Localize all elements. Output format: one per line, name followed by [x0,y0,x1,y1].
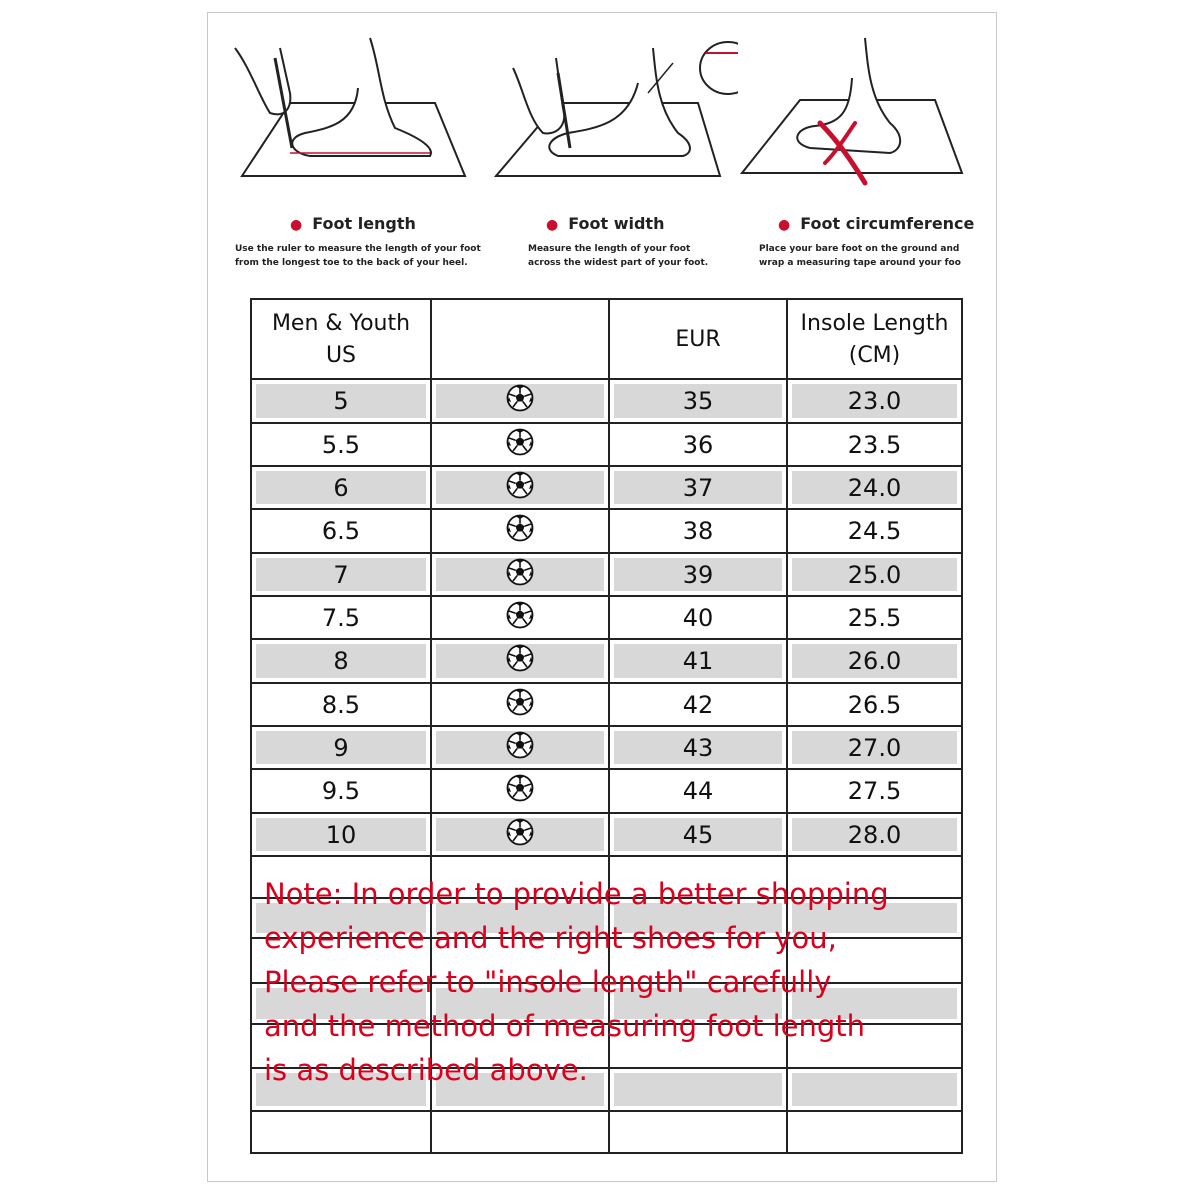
desc-line: Measure the length of your foot [528,244,691,254]
cell-us: 10 [256,818,426,851]
cell-eur: 35 [614,384,782,418]
table-row [252,768,961,812]
guide-desc-foot-width [528,242,708,270]
guide-title: Foot width [568,214,665,233]
foot-circumference-illustration [740,28,970,193]
bullet-icon: ● [778,217,791,233]
cell-icon [436,514,604,548]
cell-eur: 37 [614,471,782,504]
note-line: is as described above. [264,1053,588,1087]
cell-icon [436,688,604,721]
cell-us: 6 [256,471,426,504]
cell-eur: 40 [682,603,714,632]
cell-insole-cm: 23.5 [847,430,902,459]
header-eur: EUR [675,327,721,352]
table-row [252,682,961,725]
cell-insole-cm: 27.0 [792,731,957,764]
desc-line: Use the ruler to measure the length of your foot [235,244,481,254]
cell-us: 7.5 [321,603,361,632]
soccer-ball-icon [506,428,534,462]
header-insole [788,300,961,380]
cell-us: 6.5 [321,517,361,545]
table-row [252,422,961,465]
header-text: Men & Youth [271,311,411,336]
guide-heading-foot-width [546,214,664,233]
table-row [252,595,961,638]
header-text: Insole Length [800,311,949,336]
cell-us: 8 [256,644,426,678]
table-row [252,378,961,422]
header-col2 [432,300,608,380]
empty-cell [614,1116,782,1148]
soccer-ball-icon [506,818,534,852]
cell-icon [436,428,604,461]
cell-insole-cm: 26.0 [792,644,957,678]
desc-line: wrap a measuring tape around your foo [759,258,961,268]
cell-insole-cm: 24.0 [792,471,957,504]
header-text: (CM) [848,343,901,368]
desc-line: across the widest part of your foot. [528,258,709,268]
table-row [252,465,961,508]
table-row [252,508,961,552]
cell-eur: 44 [682,777,714,805]
soccer-ball-icon [506,688,534,722]
header-text: US [325,343,357,368]
cell-eur: 38 [682,517,714,545]
cell-insole-cm: 25.5 [847,603,902,632]
guide-title: Foot circumference [800,214,975,233]
cell-eur: 42 [682,690,714,719]
note-line: Note: In order to provide a better shopping [264,877,889,911]
empty-table-row [252,1110,961,1152]
cell-eur: 39 [614,558,782,591]
cell-icon [436,384,604,418]
soccer-ball-icon [506,731,534,765]
note-line: and the method of measuring foot length [264,1009,866,1043]
cell-icon [436,644,604,678]
note-line: experience and the right shoes for you, [264,921,837,955]
cell-us: 9 [256,731,426,764]
table-row [252,638,961,682]
red-note [264,872,889,1092]
cell-us: 7 [256,558,426,591]
empty-cell [792,1116,957,1148]
soccer-ball-icon [506,644,534,678]
foot-width-illustration [488,28,738,188]
cell-icon [436,818,604,851]
guide-desc-foot-circumference [759,242,979,270]
header-us [252,300,430,380]
desc-line: Place your bare foot on the ground and [759,244,960,254]
cell-insole-cm: 26.5 [847,690,902,719]
cell-insole-cm: 28.0 [792,818,957,851]
bullet-icon: ● [546,217,559,233]
soccer-ball-icon [506,558,534,592]
note-line: Please refer to "insole length" carefully [264,965,832,999]
empty-cell [256,1116,426,1148]
cell-icon [436,731,604,764]
cell-icon [436,774,604,808]
soccer-ball-icon [506,774,534,808]
cell-eur: 36 [682,430,714,459]
table-row [252,812,961,855]
cell-us: 9.5 [321,777,361,805]
cell-insole-cm: 24.5 [847,517,902,545]
guide-desc-foot-length [235,242,481,270]
desc-line: from the longest toe to the back of your heel. [235,258,468,268]
soccer-ball-icon [506,471,534,505]
cell-eur: 45 [614,818,782,851]
guide-heading-foot-circumference [778,214,974,233]
guide-heading-foot-length [290,214,416,233]
foot-length-illustration [230,28,470,188]
cell-insole-cm: 23.0 [792,384,957,418]
table-row [252,725,961,768]
table-row [252,552,961,595]
soccer-ball-icon [506,384,534,418]
cell-us: 5 [256,384,426,418]
cell-eur: 43 [614,731,782,764]
bullet-icon: ● [290,217,303,233]
empty-cell [436,1116,604,1148]
cell-icon [436,601,604,634]
cell-insole-cm: 25.0 [792,558,957,591]
soccer-ball-icon [506,514,534,548]
cell-us: 8.5 [321,690,361,719]
cell-us: 5.5 [321,430,361,459]
cell-icon [436,471,604,504]
cell-icon [436,558,604,591]
cell-insole-cm: 27.5 [847,777,902,805]
cell-eur: 41 [614,644,782,678]
soccer-ball-icon [506,601,534,635]
guide-title: Foot length [312,214,416,233]
